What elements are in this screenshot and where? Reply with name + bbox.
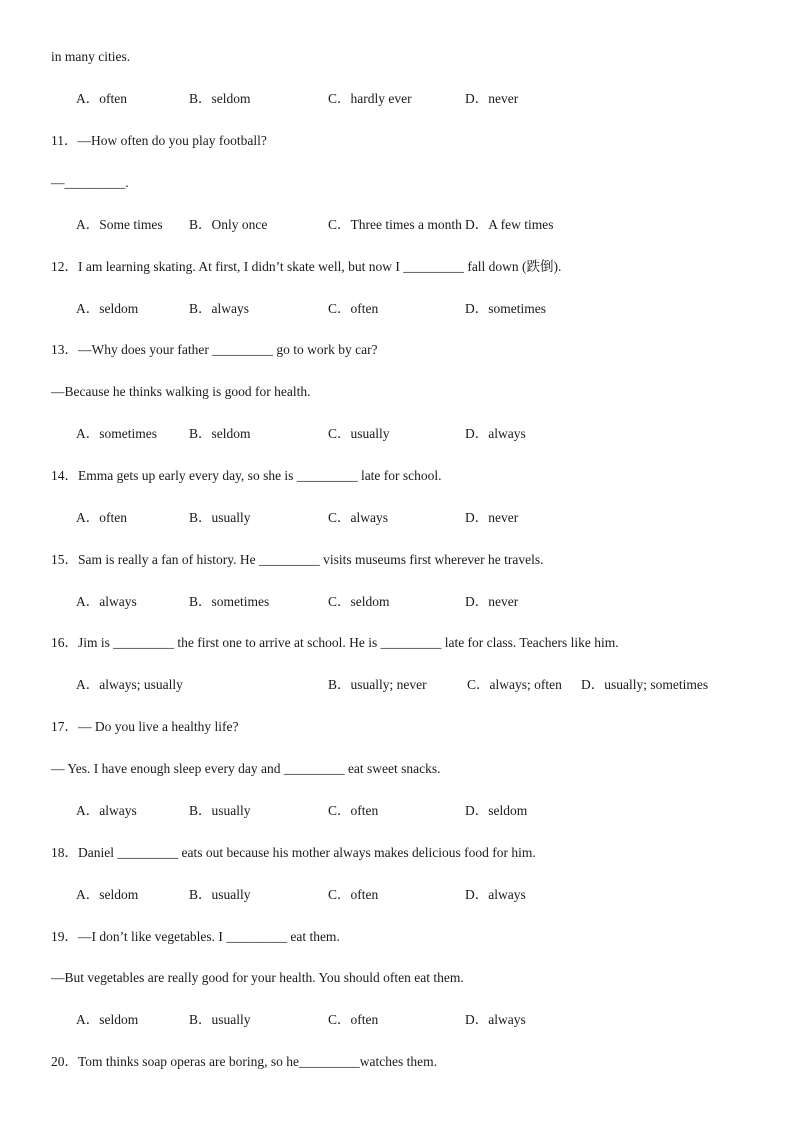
dialogue-line: — Yes. I have enough sleep every day and _________ eat sweet snacks. [51, 761, 441, 776]
dialogue-line: —Because he thinks walking is good for health. [51, 384, 311, 399]
answer-options [0, 91, 794, 107]
option-d: D．always [465, 887, 526, 902]
option-b: B．seldom [189, 91, 251, 106]
question-stem: 18．Daniel _________ eats out because his mother always makes delicious food for him. [51, 845, 536, 860]
option-b: B．sometimes [189, 594, 270, 609]
option-c: C．hardly ever [328, 91, 412, 106]
option-a: A．always [76, 803, 137, 818]
answer-options [0, 677, 794, 693]
question-stem: 19．—I don’t like vegetables. I _________ eat them. [51, 929, 340, 944]
text-line: in many cities. [51, 49, 131, 64]
answer-options [0, 301, 794, 317]
option-c: C．often [328, 1012, 379, 1027]
option-b: B．usually [189, 1012, 251, 1027]
option-c: C．always [328, 510, 388, 525]
question-stem: 13．—Why does your father _________ go to work by car? [51, 342, 378, 357]
option-a: A．sometimes [76, 426, 157, 441]
answer-options [0, 594, 794, 610]
option-b: B．usually [189, 510, 251, 525]
answer-options [0, 217, 794, 233]
option-b: B．usually; never [328, 677, 427, 692]
option-b: B．usually [189, 887, 251, 902]
answer-options [0, 426, 794, 442]
option-c: C．always; often [467, 677, 562, 692]
option-a: A．often [76, 510, 127, 525]
answer-options [0, 510, 794, 526]
option-c: C．often [328, 803, 379, 818]
question-stem: 16．Jim is _________ the first one to arrive at school. He is _________ late for class. Teachers like him. [51, 635, 619, 650]
option-b: B．usually [189, 803, 251, 818]
dialogue-line: —_________. [51, 175, 129, 190]
option-d: D．never [465, 510, 519, 525]
option-d: D．always [465, 1012, 526, 1027]
dialogue-line: —But vegetables are really good for your health. You should often eat them. [51, 970, 464, 985]
option-a: A．Some times [76, 217, 163, 232]
option-c: C．Three times a month [328, 217, 462, 232]
option-b: B．Only once [189, 217, 268, 232]
option-a: A．always [76, 594, 137, 609]
option-d: D．usually; sometimes [581, 677, 709, 692]
option-b: B．always [189, 301, 249, 316]
option-d: D．seldom [465, 803, 528, 818]
option-a: A．seldom [76, 887, 139, 902]
question-stem: 15．Sam is really a fan of history. He _________ visits museums first wherever he travels. [51, 552, 544, 567]
question-stem: 11．—How often do you play football? [51, 133, 267, 148]
option-a: A．seldom [76, 301, 139, 316]
option-d: D．never [465, 91, 519, 106]
option-a: A．always; usually [76, 677, 183, 692]
option-a: A．often [76, 91, 127, 106]
option-d: D．always [465, 426, 526, 441]
option-c: C．seldom [328, 594, 390, 609]
option-c: C．usually [328, 426, 390, 441]
question-stem: 17．— Do you live a healthy life? [51, 719, 239, 734]
answer-options [0, 887, 794, 903]
option-a: A．seldom [76, 1012, 139, 1027]
option-d: D．never [465, 594, 519, 609]
option-d: D．sometimes [465, 301, 546, 316]
option-b: B．seldom [189, 426, 251, 441]
option-c: C．often [328, 301, 379, 316]
question-stem: 20．Tom thinks soap operas are boring, so he_________watches them. [51, 1054, 437, 1069]
answer-options [0, 1012, 794, 1028]
answer-options [0, 803, 794, 819]
option-c: C．often [328, 887, 379, 902]
question-stem: 14．Emma gets up early every day, so she is _________ late for school. [51, 468, 442, 483]
option-d: D．A few times [465, 217, 554, 232]
question-stem: 12．I am learning skating. At first, I didn’t skate well, but now I _________ fall down (跌倒). [51, 259, 562, 274]
